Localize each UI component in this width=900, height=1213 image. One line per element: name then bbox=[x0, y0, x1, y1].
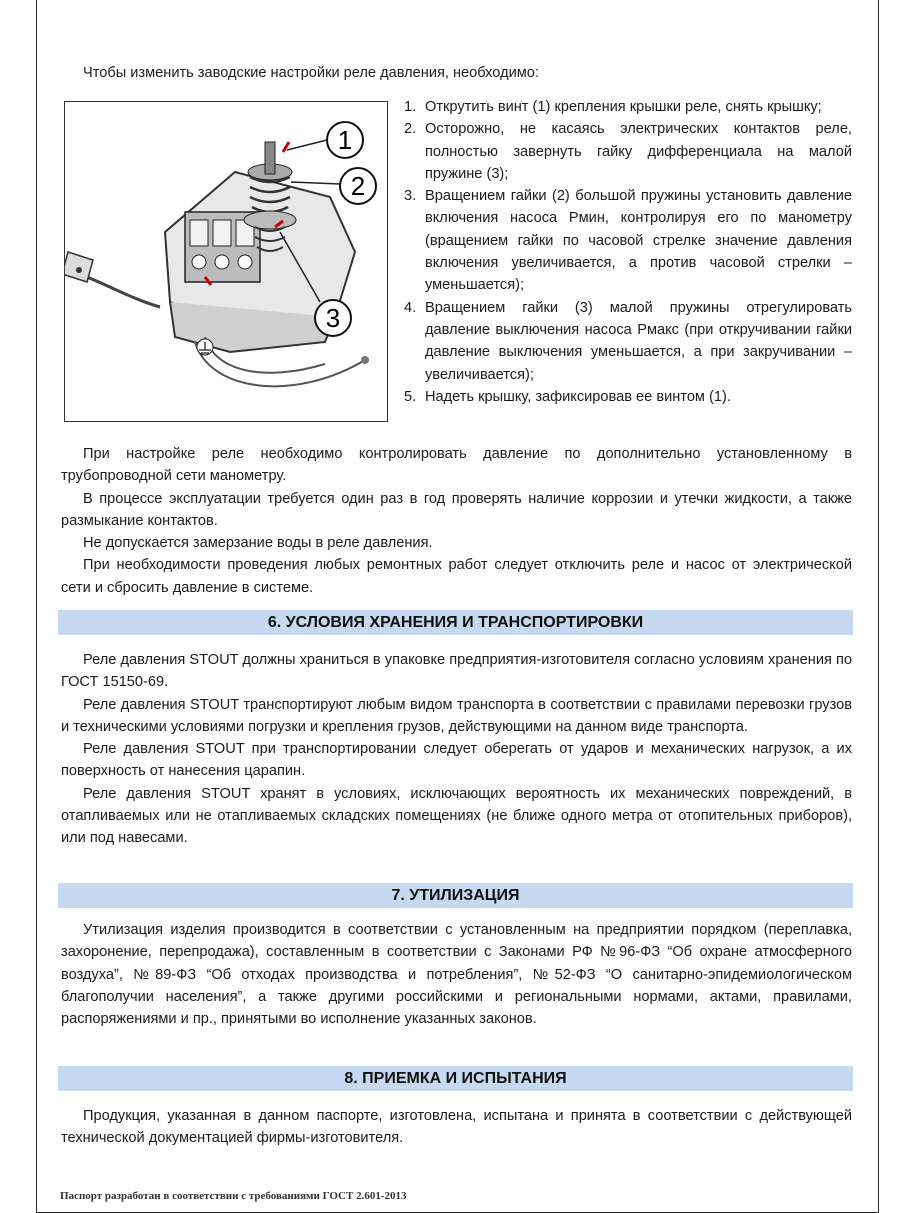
paragraph: Реле давления STOUT должны храниться в упаковке предприятия-изготовителя согласно условиям хранения по ГОСТ 15150-69. bbox=[61, 652, 852, 691]
steps-list bbox=[404, 96, 852, 408]
list-item: 5. Надеть крышку, зафиксировав ее винтом (1). bbox=[404, 388, 731, 405]
paragraph: Реле давления STOUT хранят в условиях, исключающих вероятность их механических повреждений, в отапливаемых или не отапливаемых складских помещениях (не ближе одного метра от отопительных приборов), или под навесами. bbox=[61, 785, 852, 847]
paragraph: Реле давления STOUT транспортируют любым видом транспорта в соответствии с правилами перевозки грузов и техническими условиями погрузки и крепления грузов, действующими на данном виде транспорта. bbox=[61, 696, 852, 735]
callout-3-label: 3 bbox=[325, 303, 341, 333]
paragraph: Реле давления STOUT при транспортировании следует оберегать от ударов и механических нагрузок, а их поверхность от нанесения царапин. bbox=[61, 741, 852, 780]
paragraph: Продукция, указанная в данном паспорте, изготовлена, испытана и принята в соответствии с действующей технической документацией фирмы-изготовителя. bbox=[61, 1108, 852, 1147]
section-7-body bbox=[61, 919, 852, 1030]
paragraph: При необходимости проведения любых ремонтных работ следует отключить реле и насос от электрической сети и сбросить давление в системе. bbox=[61, 557, 852, 596]
list-item: 1. Открутить винт (1) крепления крышки реле, снять крышку; bbox=[404, 99, 822, 115]
maintenance-paragraphs bbox=[61, 443, 852, 599]
relay-drawing bbox=[65, 102, 387, 421]
list-item: 2. Осторожно, не касаясь электрических контактов реле, полностью завернуть гайку дифференциала на малой пружине (3); bbox=[404, 121, 852, 182]
paragraph: Утилизация изделия производится в соответствии с установленным на предприятии порядком (переплавка, захоронение, перепродажа), составленным в соответствии с Законами РФ №96-ФЗ “Об охране атмосферного воздуха”, №89-ФЗ “Об отходах производства и потребления”, №52-ФЗ “О санитарно-эпидемиологическом благополучии населения”, а также другими российскими и региональными нормами, актами, правилами, распоряжениями и пр., принятыми во исполнение указанных законов. bbox=[61, 922, 852, 1028]
paragraph: Не допускается замерзание воды в реле давления. bbox=[83, 535, 433, 552]
callout-1-label: 1 bbox=[337, 125, 353, 155]
list-item: 4. Вращением гайки (3) малой пружины отрегулировать давление выключения насоса Pмакс (при откручивании гайки давление выключения уменьшается, а при закручивании – увеличивается); bbox=[404, 299, 852, 383]
relay-illustration bbox=[64, 101, 388, 422]
paragraph: При настройке реле необходимо контролировать давление по дополнительно установленному в трубопроводной сети манометру. bbox=[61, 446, 852, 485]
intro-text: Чтобы изменить заводские настройки реле давления, необходимо: bbox=[83, 65, 539, 81]
callout-2-label: 2 bbox=[350, 171, 366, 201]
section-8-body bbox=[61, 1105, 852, 1150]
paragraph: В процессе эксплуатации требуется один раз в год проверять наличие коррозии и утечки жидкости, а также размыкание контактов. bbox=[61, 490, 852, 529]
section-6-body bbox=[61, 649, 852, 850]
section-8-heading: 8. ПРИЕМКА И ИСПЫТАНИЯ bbox=[58, 1066, 853, 1091]
section-7-heading: 7. УТИЛИЗАЦИЯ bbox=[58, 883, 853, 908]
section-6-heading: 6. УСЛОВИЯ ХРАНЕНИЯ И ТРАНСПОРТИРОВКИ bbox=[58, 610, 853, 635]
footer-note: Паспорт разработан в соответствии с требованиями ГОСТ 2.601-2013 bbox=[60, 1190, 407, 1202]
list-item: 3. Вращением гайки (2) большой пружины установить давление включения насоса Pмин, контролируя его по манометру (вращением гайки по часовой стрелке значение давления включения увеличивается, а против часовой стрелки – уменьшается); bbox=[404, 188, 852, 294]
